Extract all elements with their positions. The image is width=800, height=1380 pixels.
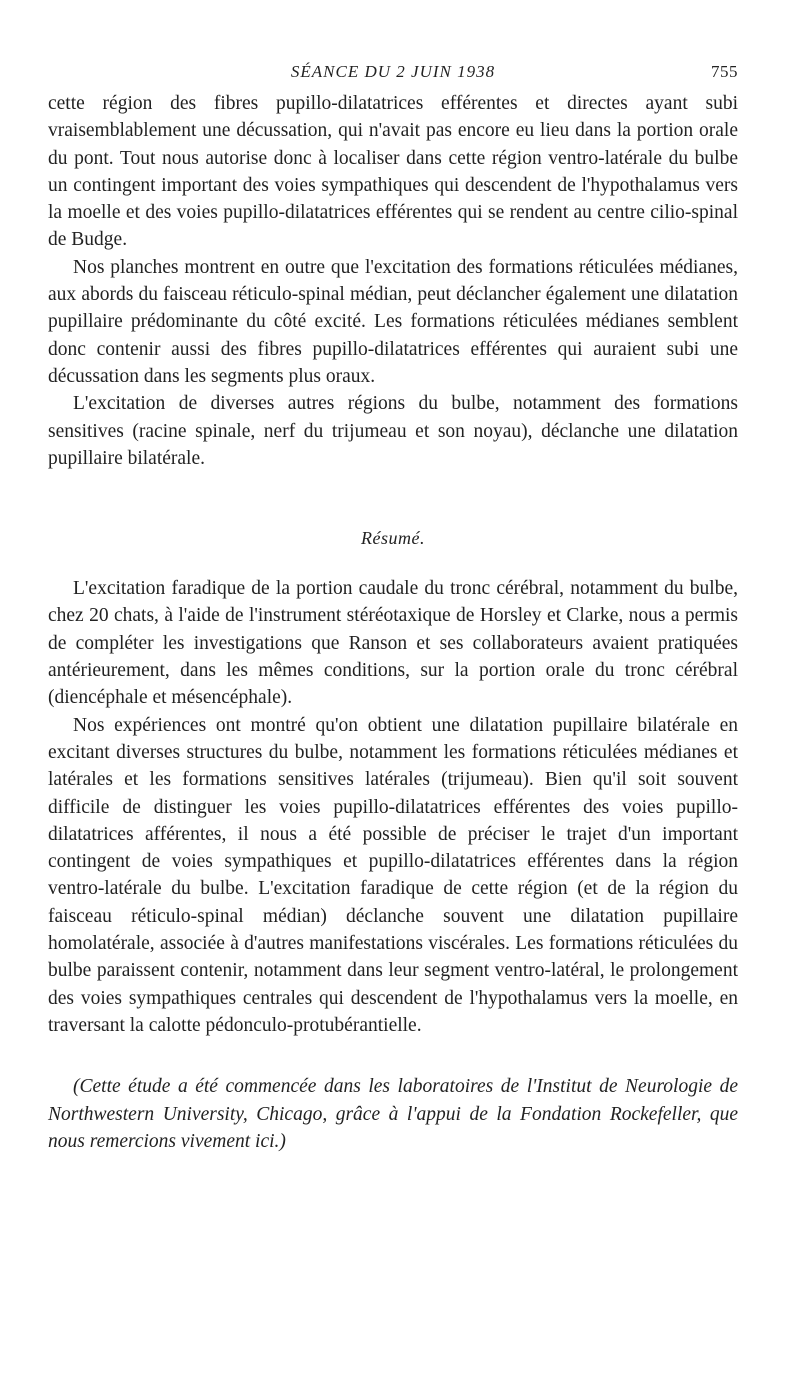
resume-heading: Résumé. bbox=[361, 528, 425, 549]
resume-paragraph-1: L'excitation faradique de la portion caudale du tronc cérébral, notamment du bulbe, chez 20 chats, à l'aide de l'instrument stéréotaxique de Horsley et Clarke, nous a permis de compléter les investigations que Ranson et ses collaborateurs avaient pratiquées antérieurement, dans les mêmes conditions, sur la portion orale du tronc cérébral (diencéphale et mésencéphale). bbox=[48, 578, 738, 709]
body-paragraph-3: L'excitation de diverses autres régions du bulbe, notamment des formations sensitives (racine spinale, nerf du trijumeau et son noyau), déclanche une dilatation pupillaire bilatérale. bbox=[48, 393, 738, 469]
body-paragraph-1: cette région des fibres pupillo-dilatatrices efférentes et directes ayant subi vraisemblablement une décussation, qui n'avait pas encore eu lieu dans la portion orale du pont. Tout nous autorise donc à localiser dans cette région ventro-latérale du bulbe un contingent important des voies sympathiques qui descendent de l'hypothalamus vers la moelle et des voies pupillo-dilatatrices efférentes qui se rendent au centre cilio-spinal de Budge. bbox=[48, 93, 738, 251]
acknowledgement-note: (Cette étude a été commencée dans les laboratoires de l'Institut de Neurologie de Northwestern University, Chicago, grâce à l'appui de la Fondation Rockefeller, que nous remercions vivement ici.) bbox=[48, 1076, 738, 1152]
running-header bbox=[48, 62, 738, 90]
running-title: SÉANCE DU 2 JUIN 1938 bbox=[290, 62, 496, 81]
body-paragraph-2: Nos planches montrent en outre que l'excitation des formations réticulées médianes, aux abords du faisceau réticulo-spinal médian, peut déclancher également une dilatation pupillaire prédominante du côté excité. Les formations réticulées médianes semblent donc contenir aussi des fibres pupillo-dilatatrices efférentes qui auraient subi une décussation dans les segments plus oraux. bbox=[48, 256, 738, 387]
page-number: 755 bbox=[711, 62, 738, 81]
document-page bbox=[48, 62, 738, 1155]
resume-paragraph-2: Nos expériences ont montré qu'on obtient une dilatation pupillaire bilatérale en excitant diverses structures du bulbe, notamment les formations réticulées médianes et latérales et les formations sensitives latérales (trijumeau). Bien qu'il soit souvent difficile de distinguer les voies pupillo-dilatatrices efférentes des voies pupillo-dilatatrices afférentes, il nous a été possible de préciser le trajet d'un important contingent de voies sympathiques et pupillo-dilatatrices efférentes dans la région ventro-latérale du bulbe. L'excitation faradique de cette région (et de la région du faisceau réticulo-spinal médian) déclanche souvent une dilatation pupillaire homolatérale, associée à d'autres manifestations viscérales. Les formations réticulées du bulbe paraissent contenir, notamment dans leur segment ventro-latéral, le prolongement des voies sympathiques centrales qui descendent de l'hypothalamus vers la moelle, en traversant la calotte pédonculo-protubérantielle. bbox=[48, 714, 738, 1036]
